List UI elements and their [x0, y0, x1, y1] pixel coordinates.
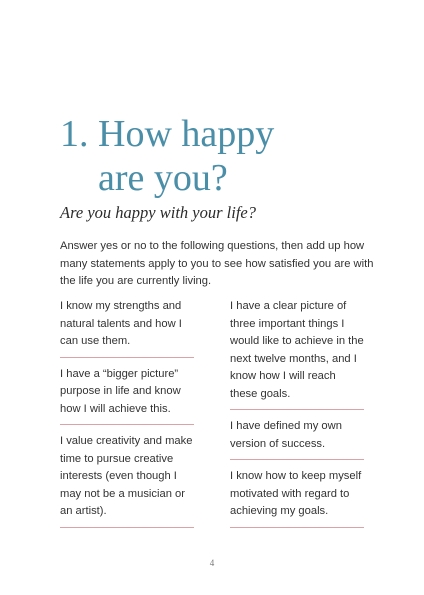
chapter-title	[60, 112, 274, 200]
statement-item: I value creativity and make time to pursue creative interests (even though I may not be a musician or an artist).	[60, 433, 194, 528]
statement-item: I know how to keep myself motivated with regard to achieving my goals.	[230, 468, 364, 528]
chapter-title-line-2: are you?	[98, 157, 228, 199]
chapter-title-line-1: How happy	[98, 113, 275, 155]
statements-left-column	[60, 298, 194, 528]
page-number: 4	[209, 558, 215, 568]
section-subtitle: Are you happy with your life?	[60, 203, 256, 222]
statement-item: I have defined my own version of success.	[230, 418, 364, 460]
statement-item: I have a “bigger picture” purpose in life and know how I will achieve this.	[60, 366, 194, 426]
chapter-number: 1.	[60, 113, 89, 155]
intro-paragraph: Answer yes or no to the following questions, then add up how many statements apply to you to see how satisfied you are with the life you are currently living.	[60, 240, 374, 287]
statements-right-column	[230, 298, 364, 528]
statement-item: I know my strengths and natural talents and how I can use them.	[60, 298, 194, 358]
statement-item: I have a clear picture of three important things I would like to achieve in the next twelve months, and I know how I will reach these goals.	[230, 298, 364, 410]
